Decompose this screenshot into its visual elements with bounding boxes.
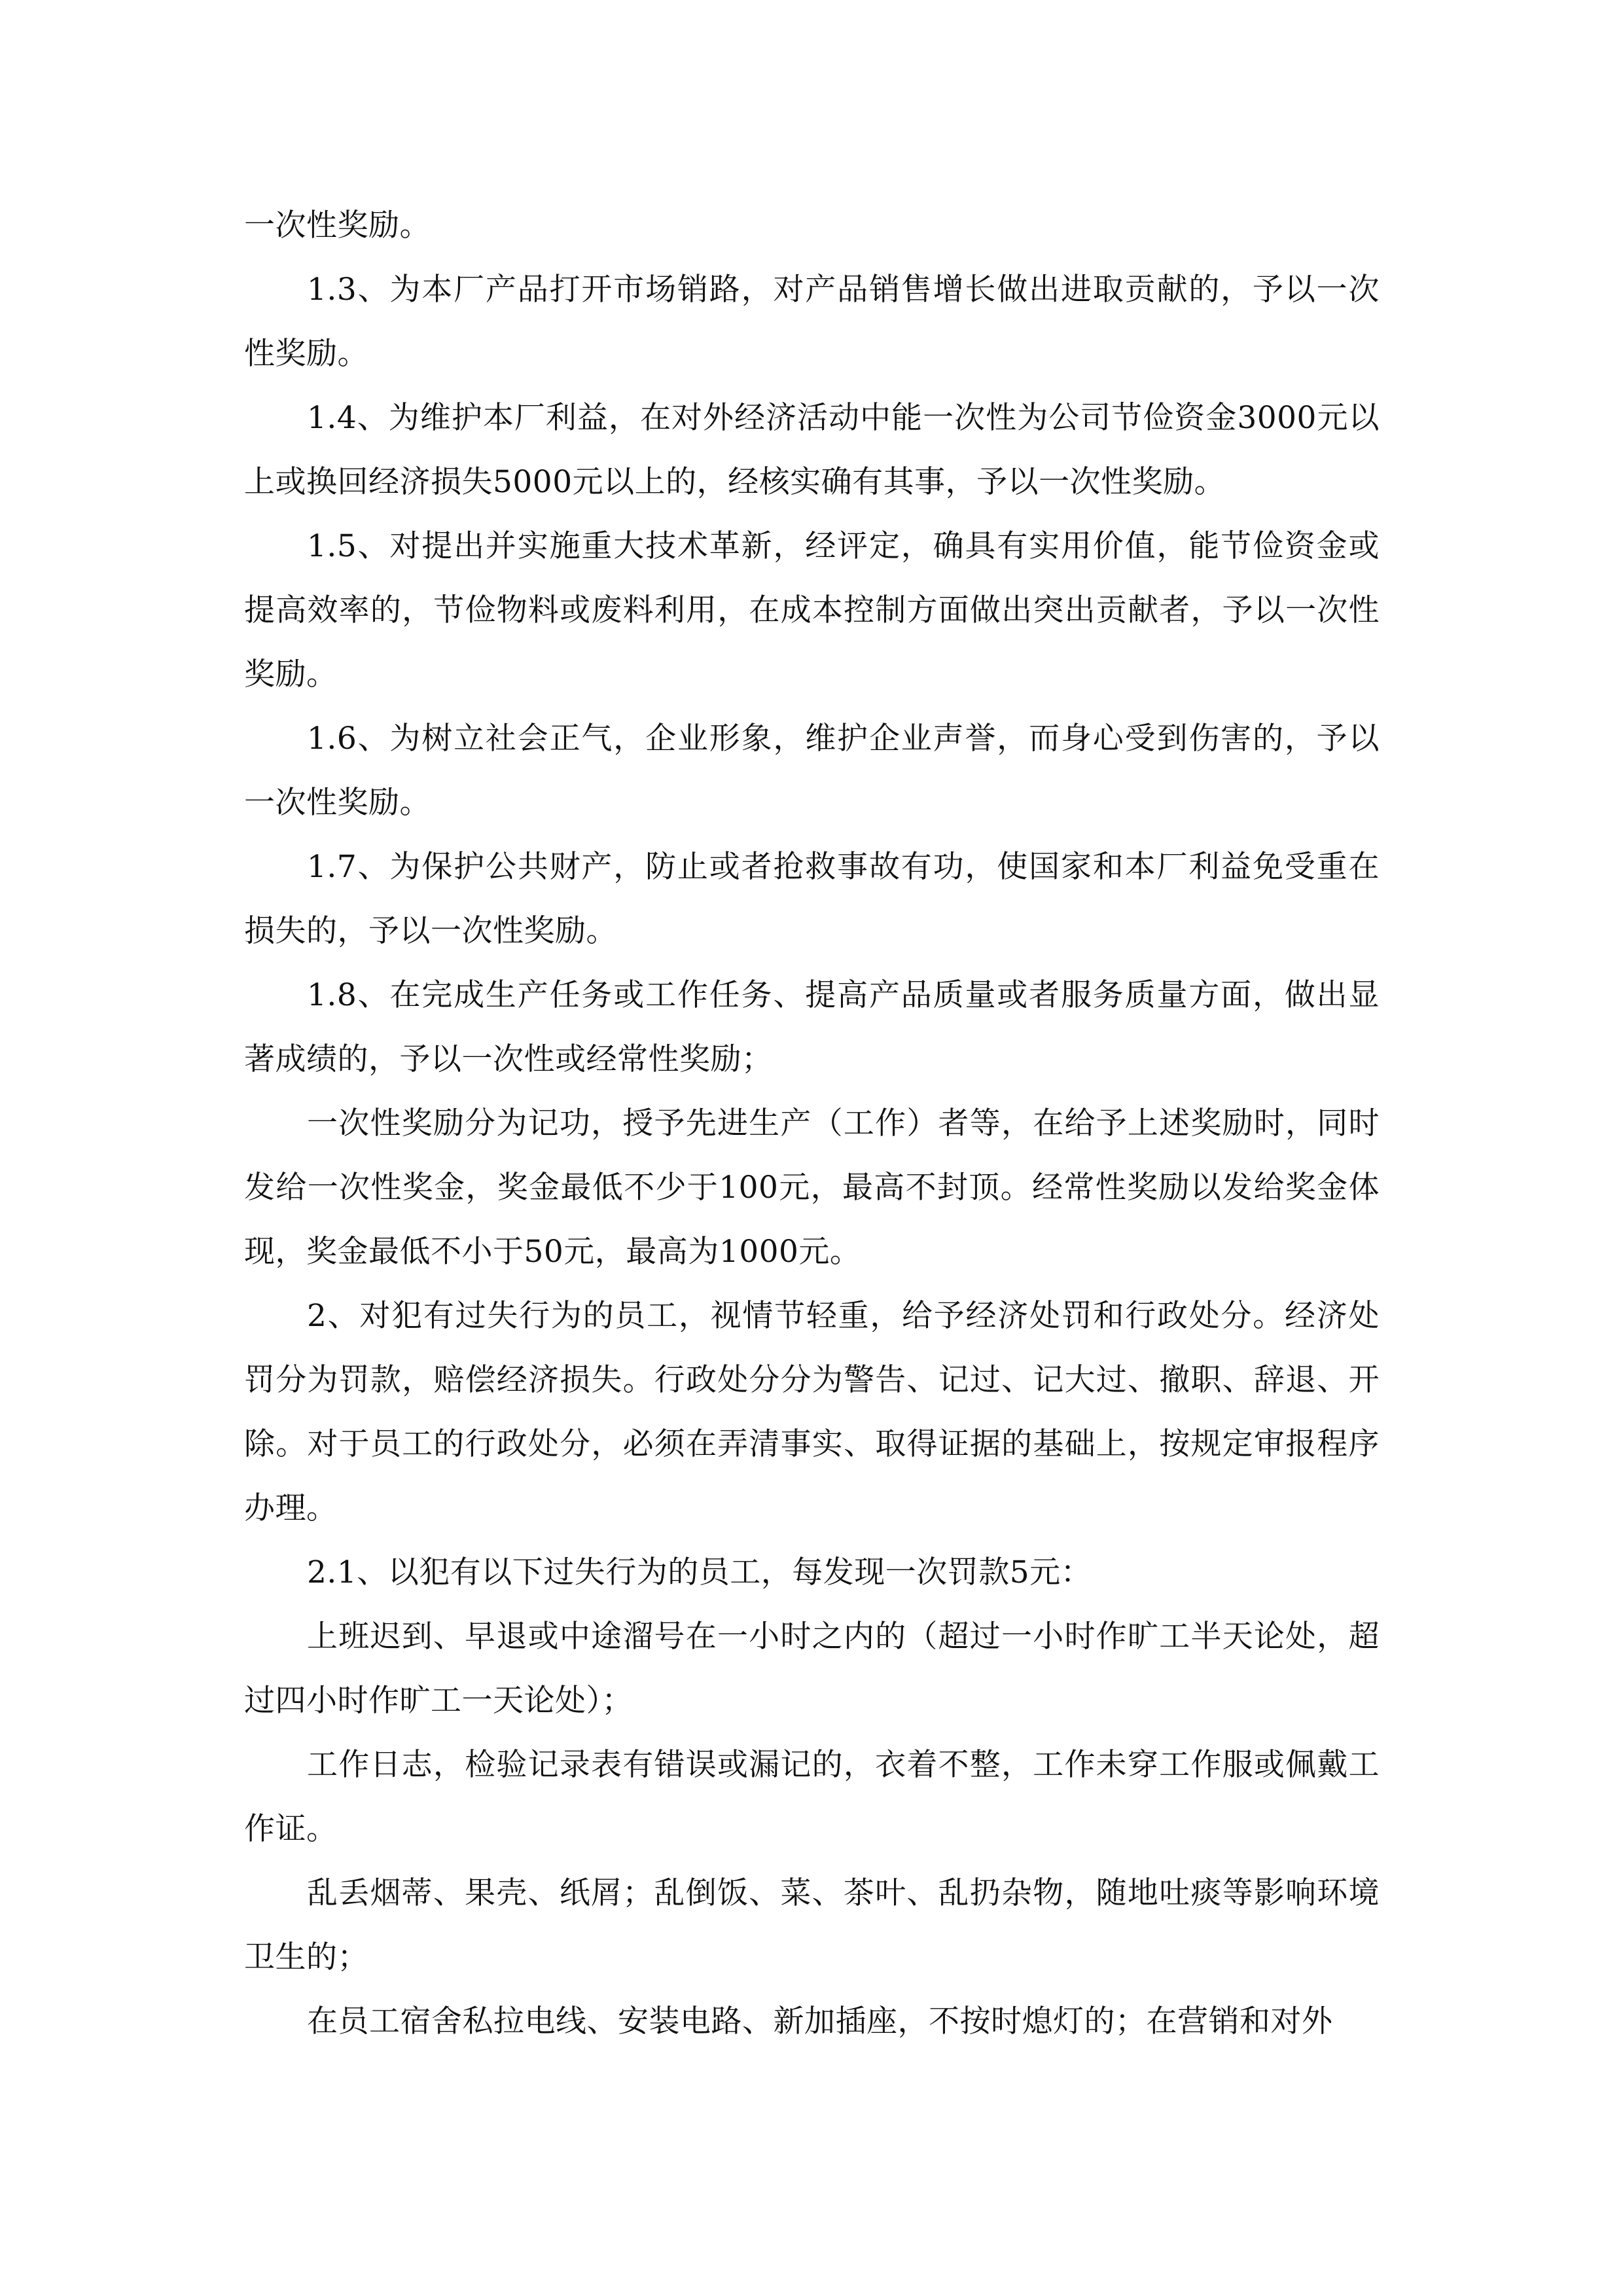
paragraph: 2、对犯有过失行为的员工，视情节轻重，给予经济处罚和行政处分。经济处罚分为罚款，赔偿经济损失。行政处分分为警告、记过、记大过、撤职、辞退、开除。对于员工的行政处分，必须在弄清事实、取得证据的基础上，按规定审报程序办理。 <box>244 1298 1380 1526</box>
paragraph: 1.5、对提出并实施重大技术革新，经评定，确具有实用价值，能节俭资金或提高效率的，节俭物料或废料利用，在成本控制方面做出突出贡献者，予以一次性奖励。 <box>244 528 1380 692</box>
paragraph: 上班迟到、早退或中途溜号在一小时之内的（超过一小时作旷工半天论处，超过四小时作旷工一天论处）； <box>244 1619 1380 1719</box>
paragraph: 1.6、为树立社会正气，企业形象，维护企业声誉，而身心受到伤害的，予以一次性奖励。 <box>244 721 1380 821</box>
document-body <box>244 194 1380 2054</box>
paragraph: 1.7、为保护公共财产，防止或者抢救事故有功，使国家和本厂利益免受重在损失的，予以一次性奖励。 <box>244 849 1380 949</box>
paragraph: 1.4、为维护本厂利益，在对外经济活动中能一次性为公司节俭资金3000元以上或换回经济损失5000元以上的，经核实确有其事，予以一次性奖励。 <box>244 400 1380 500</box>
paragraph: 1.3、为本厂产品打开市场销路，对产品销售增长做出进取贡献的，予以一次性奖励。 <box>244 272 1380 372</box>
paragraph: 一次性奖励分为记功，授予先进生产（工作）者等，在给予上述奖励时，同时发给一次性奖金，奖金最低不少于100元，最高不封顶。经常性奖励以发给奖金体现，奖金最低不小于50元，最高为1000元。 <box>244 1105 1380 1270</box>
paragraph: 在员工宿舍私拉电线、安装电路、新加插座，不按时熄灯的；在营销和对外 <box>307 2003 1333 2039</box>
paragraph: 一次性奖励。 <box>244 207 431 243</box>
paragraph: 1.8、在完成生产任务或工作任务、提高产品质量或者服务质量方面，做出显著成绩的，予以一次性或经常性奖励； <box>244 977 1380 1077</box>
paragraph: 2.1、以犯有以下过失行为的员工，每发现一次罚款5元： <box>307 1554 1092 1590</box>
paragraph: 工作日志，检验记录表有错误或漏记的，衣着不整，工作未穿工作服或佩戴工作证。 <box>244 1747 1380 1847</box>
paragraph: 乱丢烟蒂、果壳、纸屑；乱倒饭、菜、茶叶、乱扔杂物，随地吐痰等影响环境卫生的； <box>244 1875 1380 1975</box>
